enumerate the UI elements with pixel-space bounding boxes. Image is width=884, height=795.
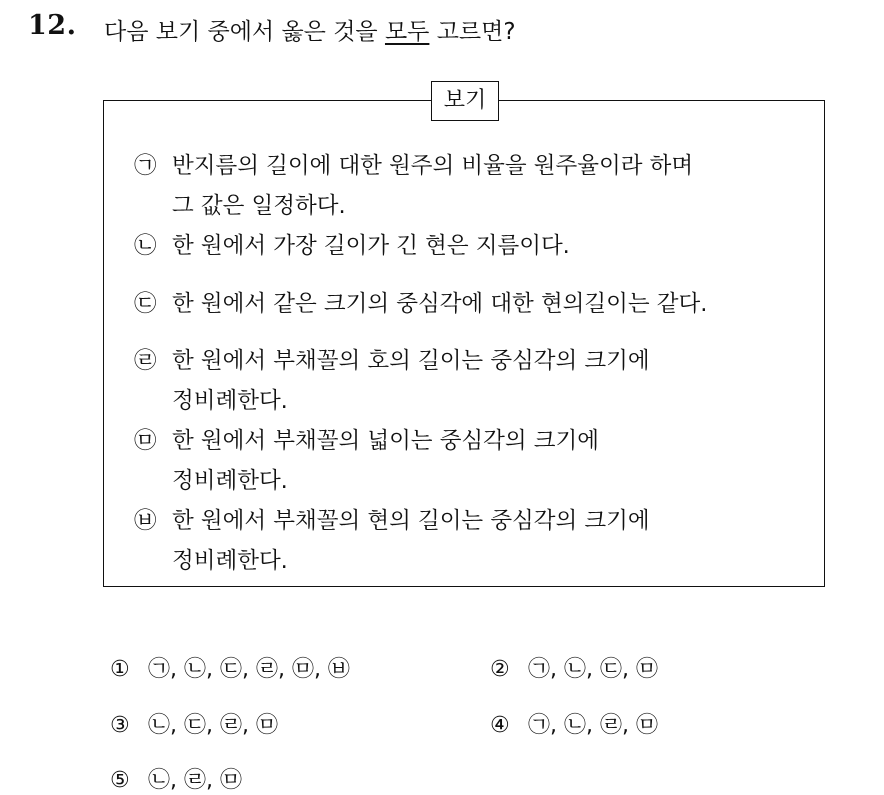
bogi-item-mieum [134, 421, 599, 501]
item-line1: 한 원에서 부채꼴의 현의 길이는 중심각의 크기에 [172, 508, 650, 534]
bogi-item-nieun [134, 226, 570, 266]
item-mark: ㉡ [134, 233, 157, 259]
item-line1: 한 원에서 부채꼴의 호의 길이는 중심각의 크기에 [172, 348, 650, 374]
choice-text: ㉠, ㉡, ㉢, ㉤ [528, 657, 658, 682]
item-line2: 정비례한다. [172, 388, 288, 414]
choice-3[interactable] [110, 708, 278, 739]
choice-5[interactable] [110, 763, 242, 794]
stem-text-after: 고르면? [429, 19, 516, 45]
item-line2: 정비례한다. [172, 468, 288, 494]
bogi-item-digeut [134, 284, 707, 324]
bogi-box [103, 88, 825, 587]
stem-underlined-text: 모두 [384, 19, 430, 45]
question-number: 12. [28, 10, 77, 41]
bogi-item-rieul [134, 341, 650, 421]
item-mark: ㉠ [134, 153, 157, 179]
item-line2: 그 값은 일정하다. [172, 193, 346, 219]
choice-1[interactable] [110, 652, 350, 683]
choice-number: ① [110, 657, 130, 682]
item-line2: 정비례한다. [172, 548, 288, 574]
item-mark: ㉤ [134, 428, 157, 454]
choice-4[interactable] [490, 708, 658, 739]
choice-text: ㉠, ㉡, ㉣, ㉤ [528, 713, 658, 738]
bogi-item-giyeok [134, 146, 693, 226]
item-mark: ㉥ [134, 508, 157, 534]
item-line1: 한 원에서 부채꼴의 넓이는 중심각의 크기에 [172, 428, 599, 454]
item-line1: 반지름의 길이에 대한 원주의 비율을 원주율이라 하며 [172, 153, 694, 179]
choice-text: ㉡, ㉢, ㉣, ㉤ [148, 713, 278, 738]
stem-text-before: 다음 보기 중에서 옳은 것을 [104, 19, 385, 45]
question-stem [104, 13, 516, 46]
choice-text: ㉠, ㉡, ㉢, ㉣, ㉤, ㉥ [148, 657, 350, 682]
choice-text: ㉡, ㉣, ㉤ [148, 768, 242, 793]
choice-number: ② [490, 657, 510, 682]
item-mark: ㉣ [134, 348, 157, 374]
item-line1: 한 원에서 가장 길이가 긴 현은 지름이다. [172, 233, 570, 259]
bogi-title: 보기 [431, 81, 499, 121]
bogi-item-bieup [134, 501, 650, 581]
choice-number: ⑤ [110, 768, 130, 793]
item-line1: 한 원에서 같은 크기의 중심각에 대한 현의길이는 같다. [172, 291, 708, 317]
choice-number: ③ [110, 713, 130, 738]
item-mark: ㉢ [134, 291, 157, 317]
choice-2[interactable] [490, 652, 658, 683]
choice-number: ④ [490, 713, 510, 738]
